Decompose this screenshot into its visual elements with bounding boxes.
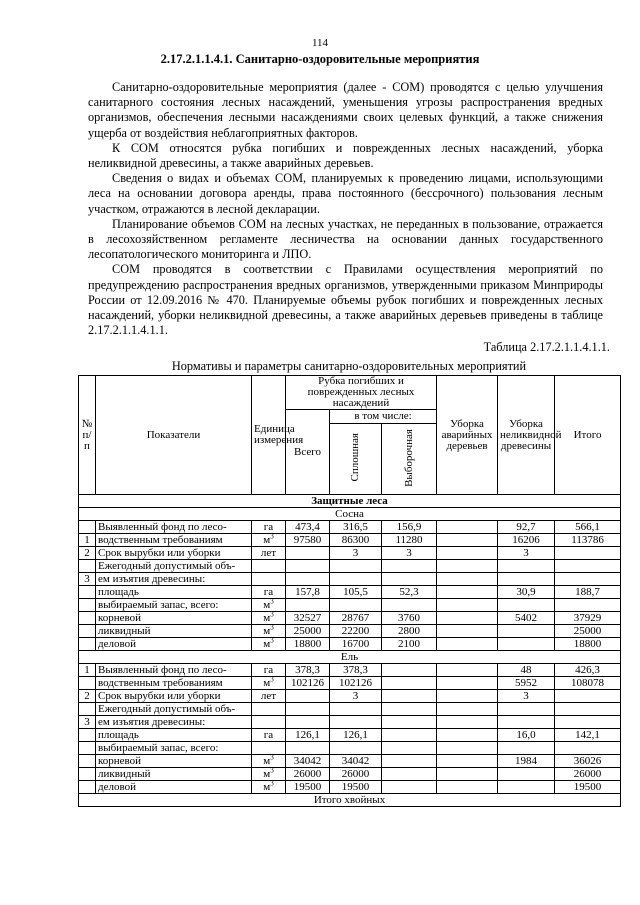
table-row (79, 703, 621, 716)
table-row (79, 586, 621, 599)
cell-all (286, 547, 330, 560)
table-row (79, 625, 621, 638)
cell-clear (330, 599, 382, 612)
cell-unit (252, 703, 286, 716)
cell-nonliq (498, 638, 555, 651)
cell-clear (330, 716, 382, 729)
cell-sel (382, 781, 437, 794)
cell-nonliq: 1984 (498, 755, 555, 768)
table-row (79, 521, 621, 534)
cell-clear: 86300 (330, 534, 382, 547)
cell-unit (252, 716, 286, 729)
section-row: Сосна (79, 508, 621, 521)
cell-num (79, 729, 96, 742)
cell-nonliq (498, 625, 555, 638)
cell-total: 426,3 (555, 664, 621, 677)
cell-clear: 26000 (330, 768, 382, 781)
cell-unit (252, 573, 286, 586)
unit-label: м (263, 637, 271, 650)
unit-label: м (263, 611, 271, 624)
cell-clear (330, 560, 382, 573)
table-row (79, 599, 621, 612)
cell-nonliq: 3 (498, 547, 555, 560)
header-clear: Сплошная (349, 433, 361, 482)
cell-sel (382, 677, 437, 690)
cell-unit (252, 778, 286, 794)
paragraph: Сведения о видах и объемах СОМ, планируемых к проведению лицами, использующими леса на основании договора аренды, права постоянного (бессрочного) пользования лесным участком, отражаются в лесной декларации. (88, 171, 603, 216)
cell-unit: га (252, 729, 286, 742)
cell-clear: 102126 (330, 677, 382, 690)
cell-num (79, 625, 96, 638)
cell-total: 108078 (555, 677, 621, 690)
header-total: Итого (555, 376, 621, 495)
cell-num: 3 (79, 716, 96, 729)
unit-superscript: 3 (270, 635, 274, 644)
cell-num (79, 781, 96, 794)
unit-superscript: 3 (270, 752, 274, 761)
cell-emer (437, 677, 498, 690)
cell-all: 25000 (286, 625, 330, 638)
cell-all: 32527 (286, 612, 330, 625)
cell-total (555, 690, 621, 703)
paragraph: СОМ проводятся в соответствии с Правилами осуществления мероприятий по предупреждению распространения вредных организмов, утвержденными приказом Минприроды России от 12.09.2016 № 470. Планируемые объемы рубок погибших и поврежденных лесных насаждений, уборки неликвидной древесины, а также аварийных деревьев приведены в таблице 2.17.2.1.1.4.1.1. (88, 262, 603, 338)
cell-ind: водственным требованиям (96, 677, 252, 690)
cell-unit (252, 531, 286, 547)
cell-all (286, 716, 330, 729)
cell-emer (437, 781, 498, 794)
cell-all: 18800 (286, 638, 330, 651)
paragraph: К СОМ относятся рубка погибших и поврежденных лесных насаждений, уборка неликвидной древесины, а также аварийных деревьев. (88, 140, 603, 171)
cell-sel (382, 560, 437, 573)
table-row (79, 716, 621, 729)
header-total-felling: Всего (286, 410, 330, 495)
table-row (79, 547, 621, 560)
table-row (79, 638, 621, 651)
cell-all: 473,4 (286, 521, 330, 534)
cell-clear (330, 742, 382, 755)
unit-superscript: 3 (270, 609, 274, 618)
cell-total (555, 560, 621, 573)
table-row (79, 690, 621, 703)
cell-all: 26000 (286, 768, 330, 781)
cell-ind: выбираемый запас, всего: (96, 742, 252, 755)
cell-ind: деловой (96, 638, 252, 651)
cell-total: 19500 (555, 781, 621, 794)
cell-unit: лет (252, 690, 286, 703)
cell-nonliq: 30,9 (498, 586, 555, 599)
cell-sel (382, 690, 437, 703)
cell-unit: га (252, 586, 286, 599)
cell-clear: 3 (330, 547, 382, 560)
cell-total (555, 703, 621, 716)
cell-all: 97580 (286, 534, 330, 547)
cell-unit (252, 742, 286, 755)
cell-nonliq (498, 703, 555, 716)
cell-ind: водственным требованиям (96, 534, 252, 547)
cell-nonliq: 16,0 (498, 729, 555, 742)
cell-emer (437, 560, 498, 573)
cell-all: 378,3 (286, 664, 330, 677)
cell-unit (252, 635, 286, 651)
cell-all: 102126 (286, 677, 330, 690)
cell-clear: 126,1 (330, 729, 382, 742)
unit-label: м (263, 767, 271, 780)
cell-emer (437, 521, 498, 534)
cell-sel (382, 599, 437, 612)
cell-sel (382, 716, 437, 729)
cell-ind: ем изъятия древесины: (96, 573, 252, 586)
cell-total: 18800 (555, 638, 621, 651)
section-row: Итого хвойных (79, 794, 621, 807)
unit-superscript: 3 (270, 674, 274, 683)
cell-total: 37929 (555, 612, 621, 625)
body-text (88, 80, 603, 338)
cell-all (286, 690, 330, 703)
cell-emer (437, 703, 498, 716)
cell-num (79, 612, 96, 625)
cell-clear (330, 703, 382, 716)
unit-label: м (263, 754, 271, 767)
norms-table (78, 375, 621, 807)
unit-superscript: 3 (270, 765, 274, 774)
cell-nonliq: 5952 (498, 677, 555, 690)
unit-label: м (263, 676, 271, 689)
cell-emer (437, 729, 498, 742)
cell-num (79, 755, 96, 768)
cell-ind: Срок вырубки или уборки (96, 690, 252, 703)
cell-clear: 19500 (330, 781, 382, 794)
cell-clear: 378,3 (330, 664, 382, 677)
table-caption: Таблица 2.17.2.1.1.4.1.1. (483, 340, 610, 354)
section-row: Ель (79, 651, 621, 664)
cell-sel (382, 573, 437, 586)
cell-emer (437, 638, 498, 651)
cell-sel (382, 729, 437, 742)
cell-all (286, 599, 330, 612)
cell-emer (437, 625, 498, 638)
cell-total (555, 573, 621, 586)
cell-nonliq (498, 716, 555, 729)
cell-ind: ем изъятия древесины: (96, 716, 252, 729)
cell-clear: 3 (330, 690, 382, 703)
cell-all: 19500 (286, 781, 330, 794)
cell-total (555, 716, 621, 729)
cell-total: 113786 (555, 534, 621, 547)
cell-unit: лет (252, 547, 286, 560)
cell-ind: деловой (96, 781, 252, 794)
cell-clear: 16700 (330, 638, 382, 651)
cell-ind: выбираемый запас, всего: (96, 599, 252, 612)
cell-emer (437, 586, 498, 599)
cell-ind: Выявленный фонд по лесо- (96, 664, 252, 677)
unit-superscript: 3 (270, 778, 274, 787)
cell-emer (437, 768, 498, 781)
cell-total (555, 599, 621, 612)
cell-emer (437, 755, 498, 768)
page-number: 114 (311, 37, 329, 49)
cell-total: 566,1 (555, 521, 621, 534)
cell-ind: Срок вырубки или уборки (96, 547, 252, 560)
table-row (79, 612, 621, 625)
cell-nonliq: 5402 (498, 612, 555, 625)
unit-superscript: 3 (270, 596, 274, 605)
cell-num (79, 599, 96, 612)
cell-nonliq (498, 560, 555, 573)
cell-num: 1 (79, 664, 96, 677)
cell-unit (252, 752, 286, 768)
cell-all (286, 560, 330, 573)
cell-emer (437, 716, 498, 729)
cell-sel: 2800 (382, 625, 437, 638)
unit-label: м (263, 624, 271, 637)
cell-nonliq (498, 781, 555, 794)
cell-emer (437, 573, 498, 586)
cell-ind: корневой (96, 612, 252, 625)
cell-num: 1 (79, 534, 96, 547)
paragraph: Санитарно-оздоровительные мероприятия (далее - СОМ) проводятся с целью улучшения санитарного состояния лесных насаждений, уменьшения угрозы распространения вредных организмов, обеспечения лесными насаждениями своих целевых функций, а также снижения ущерба от воздействия неблагоприятных факторов. (88, 80, 603, 140)
cell-nonliq: 3 (498, 690, 555, 703)
cell-unit (252, 674, 286, 690)
cell-all (286, 742, 330, 755)
unit-label: м (263, 533, 271, 546)
cell-emer (437, 612, 498, 625)
cell-sel (382, 664, 437, 677)
cell-unit (252, 609, 286, 625)
table-title: Нормативы и параметры санитарно-оздоровительных мероприятий (171, 359, 527, 373)
header-emergency: Уборка аварийных деревьев (437, 376, 498, 495)
unit-label: м (263, 598, 271, 611)
cell-all: 157,8 (286, 586, 330, 599)
cell-sel: 3 (382, 547, 437, 560)
cell-ind: ликвидный (96, 625, 252, 638)
header-nonliquid: Уборка неликвидной древесины (498, 376, 555, 495)
cell-sel: 11280 (382, 534, 437, 547)
cell-nonliq (498, 742, 555, 755)
cell-num: 2 (79, 547, 96, 560)
section-row: Защитные леса (79, 495, 621, 508)
cell-sel: 52,3 (382, 586, 437, 599)
cell-num (79, 703, 96, 716)
cell-num: 3 (79, 573, 96, 586)
cell-sel: 2100 (382, 638, 437, 651)
table-row (79, 768, 621, 781)
table-row (79, 729, 621, 742)
table-row (79, 573, 621, 586)
cell-nonliq: 92,7 (498, 521, 555, 534)
cell-unit: га (252, 664, 286, 677)
cell-unit: га (252, 521, 286, 534)
cell-nonliq (498, 599, 555, 612)
table-row (79, 560, 621, 573)
cell-all: 126,1 (286, 729, 330, 742)
cell-total (555, 547, 621, 560)
cell-unit (252, 560, 286, 573)
unit-superscript: 3 (270, 622, 274, 631)
table-row (79, 534, 621, 547)
table-row (79, 664, 621, 677)
cell-ind: корневой (96, 755, 252, 768)
table-row (79, 742, 621, 755)
cell-unit (252, 622, 286, 638)
table-row (79, 677, 621, 690)
cell-emer (437, 742, 498, 755)
unit-superscript: 3 (270, 531, 274, 540)
cell-clear: 22200 (330, 625, 382, 638)
cell-clear: 316,5 (330, 521, 382, 534)
cell-ind: площадь (96, 729, 252, 742)
cell-total: 26000 (555, 768, 621, 781)
paragraph: Планирование объемов СОМ на лесных участках, не переданных в пользование, отражается в лесохозяйственном регламенте лесничества на основании данных государственного лесопатологического мониторинга и ЛПО. (88, 216, 603, 262)
cell-nonliq (498, 573, 555, 586)
cell-ind: Ежегодный допустимый объ- (96, 560, 252, 573)
cell-num (79, 560, 96, 573)
cell-clear: 105,5 (330, 586, 382, 599)
section-heading: 2.17.2.1.1.4.1. Санитарно-оздоровительные мероприятия (160, 52, 480, 66)
header-selective: Выборочная (402, 428, 415, 487)
cell-total (555, 742, 621, 755)
header-including: в том числе: (330, 410, 437, 424)
cell-ind: Ежегодный допустимый объ- (96, 703, 252, 716)
cell-sel (382, 703, 437, 716)
cell-total: 188,7 (555, 586, 621, 599)
cell-num: 2 (79, 690, 96, 703)
cell-num (79, 677, 96, 690)
cell-emer (437, 690, 498, 703)
table-row (79, 781, 621, 794)
cell-sel (382, 768, 437, 781)
cell-all (286, 703, 330, 716)
cell-sel: 156,9 (382, 521, 437, 534)
cell-clear: 28767 (330, 612, 382, 625)
cell-ind: ликвидный (96, 768, 252, 781)
cell-emer (437, 664, 498, 677)
header-felling: Рубка погибших и поврежденных лесных насаждений (286, 376, 437, 410)
header-indicator: Показатели (96, 376, 252, 495)
table-row (79, 755, 621, 768)
unit-label: м (263, 780, 271, 793)
cell-num (79, 586, 96, 599)
cell-nonliq (498, 768, 555, 781)
cell-sel (382, 755, 437, 768)
cell-all: 34042 (286, 755, 330, 768)
cell-emer (437, 547, 498, 560)
header-unit: Единица измерения (252, 376, 286, 495)
cell-nonliq: 48 (498, 664, 555, 677)
cell-nonliq: 16206 (498, 534, 555, 547)
cell-num (79, 638, 96, 651)
cell-unit (252, 765, 286, 781)
cell-emer (437, 534, 498, 547)
cell-total: 36026 (555, 755, 621, 768)
cell-num (79, 768, 96, 781)
cell-ind: площадь (96, 586, 252, 599)
cell-sel (382, 742, 437, 755)
cell-num (79, 521, 96, 534)
cell-all (286, 573, 330, 586)
cell-clear: 34042 (330, 755, 382, 768)
cell-unit (252, 596, 286, 612)
cell-total: 25000 (555, 625, 621, 638)
cell-num (79, 742, 96, 755)
cell-clear (330, 573, 382, 586)
header-num: № п/п (79, 376, 96, 495)
cell-sel: 3760 (382, 612, 437, 625)
cell-ind: Выявленный фонд по лесо- (96, 521, 252, 534)
cell-emer (437, 599, 498, 612)
cell-total: 142,1 (555, 729, 621, 742)
